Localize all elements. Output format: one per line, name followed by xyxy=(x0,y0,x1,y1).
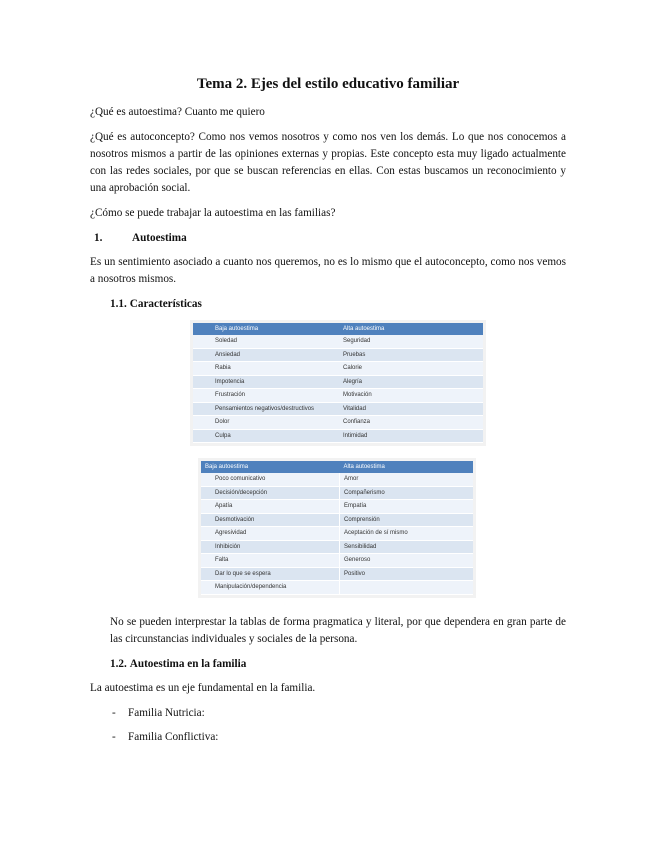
table-cell: Generoso xyxy=(340,554,474,568)
paragraph-autoconcepto: ¿Qué es autoconcepto? Como nos vemos nosotros y como nos ven los demás. Lo que nos conocemos a nosotros mismos a partir de las opiniones externas y propias. Este concepto esta muy ligado actualmente con las redes sociales, por que se buscan referencias en ellas. Con estas buscamos un reconocimiento y una aprobación social. xyxy=(90,131,566,194)
table-row xyxy=(201,554,473,568)
table-cell: Amor xyxy=(340,473,474,486)
table-autoestima-conductas xyxy=(198,458,476,598)
table-row xyxy=(201,540,473,554)
list-item-text: Familia Nutricia: xyxy=(128,706,205,719)
section-heading-autoestima xyxy=(90,230,566,246)
table-row xyxy=(193,335,483,348)
paragraph-interpretacion: No se pueden interprestar la tablas de forma pragmatica y literal, por que dependera en gran parte de las circunstancias individuales y sociales de la persona. xyxy=(110,615,566,645)
family-types-list xyxy=(90,705,566,746)
table-cell: Desmotivación xyxy=(201,513,340,527)
table-cell: Pruebas xyxy=(339,348,483,362)
table-row xyxy=(193,362,483,376)
table-cell: Soledad xyxy=(193,335,339,348)
paragraph-familias-question: ¿Cómo se puede trabajar la autoestima en las familias? xyxy=(90,207,336,219)
table-row xyxy=(193,348,483,362)
table-row xyxy=(201,527,473,541)
list-marker: - xyxy=(112,730,116,743)
table-cell: Dar lo que se espera xyxy=(201,567,340,581)
table-cell: Compañerismo xyxy=(340,486,474,500)
document-title: Tema 2. Ejes del estilo educativo familiar xyxy=(196,76,460,92)
list-marker: - xyxy=(112,706,116,719)
table-cell: Vitalidad xyxy=(339,402,483,416)
table-cell: Comprensión xyxy=(340,513,474,527)
table-row xyxy=(193,416,483,430)
table-cell: Agresividad xyxy=(201,527,340,541)
section-label: Autoestima xyxy=(132,232,187,244)
table-cell: Sensibilidad xyxy=(340,540,474,554)
table-cell: Confianza xyxy=(339,416,483,430)
table-header-cell: Baja autoestima xyxy=(193,323,339,335)
table-cell: Frustración xyxy=(193,389,339,403)
table-row xyxy=(193,429,483,443)
table-cell: Inhibición xyxy=(201,540,340,554)
table-row xyxy=(193,402,483,416)
table-cell: Empatía xyxy=(340,500,474,514)
table-cell: Motivación xyxy=(339,389,483,403)
table-cell: Culpa xyxy=(193,429,339,443)
table-row xyxy=(201,500,473,514)
table-row xyxy=(201,513,473,527)
paragraph-autoestima-question: ¿Qué es autoestima? Cuanto me quiero xyxy=(90,106,265,118)
table-cell: Manipulación/dependencia xyxy=(201,581,340,595)
table-row xyxy=(193,375,483,389)
table-cell: Calorie xyxy=(339,362,483,376)
table-cell: Pensamientos negativos/destructivos xyxy=(193,402,339,416)
paragraph-definicion: Es un sentimiento asociado a cuanto nos queremos, no es lo mismo que el autoconcepto, como nos vemos a nosotros mismos. xyxy=(90,256,566,285)
table-cell: Poco comunicativo xyxy=(201,473,340,486)
subsection-label: Autoestima en la familia xyxy=(129,657,247,670)
table-header-cell: Baja autoestima xyxy=(201,461,340,473)
table-cell: Intimidad xyxy=(339,429,483,443)
subsection-label: Características xyxy=(129,298,202,310)
table-row xyxy=(201,581,473,595)
table-row xyxy=(201,486,473,500)
table-cell xyxy=(340,581,474,595)
list-item xyxy=(90,705,566,722)
table-header-row xyxy=(201,461,473,473)
subsection-number: 1.2. xyxy=(110,657,127,670)
table-cell: Apatía xyxy=(201,500,340,514)
subsection-number: 1.1. xyxy=(110,298,127,310)
table-header-cell: Alta autoestima xyxy=(339,323,483,335)
table-row xyxy=(193,389,483,403)
table-cell: Decisión/decepción xyxy=(201,486,340,500)
table-cell: Impotencia xyxy=(193,375,339,389)
section-number: 1. xyxy=(94,232,103,244)
table-row xyxy=(201,567,473,581)
table-autoestima-emociones xyxy=(190,320,486,446)
table-row xyxy=(201,473,473,486)
table-cell: Alegría xyxy=(339,375,483,389)
table-cell: Dolor xyxy=(193,416,339,430)
list-item-text: Familia Conflictiva: xyxy=(128,730,219,743)
table-cell: Falta xyxy=(201,554,340,568)
table-cell: Rabia xyxy=(193,362,339,376)
table-header-cell: Alta autoestima xyxy=(340,461,474,473)
subsection-heading-caracteristicas xyxy=(110,296,566,312)
list-item xyxy=(90,729,566,746)
table-cell: Seguridad xyxy=(339,335,483,348)
subsection-heading-familia xyxy=(110,656,566,672)
table-cell: Positivo xyxy=(340,567,474,581)
document-page xyxy=(90,74,566,753)
table-cell: Ansiedad xyxy=(193,348,339,362)
paragraph-eje-fundamental: La autoestima es un eje fundamental en la familia. xyxy=(90,681,316,694)
table-header-row xyxy=(193,323,483,335)
table-cell: Aceptación de sí mismo xyxy=(340,527,474,541)
